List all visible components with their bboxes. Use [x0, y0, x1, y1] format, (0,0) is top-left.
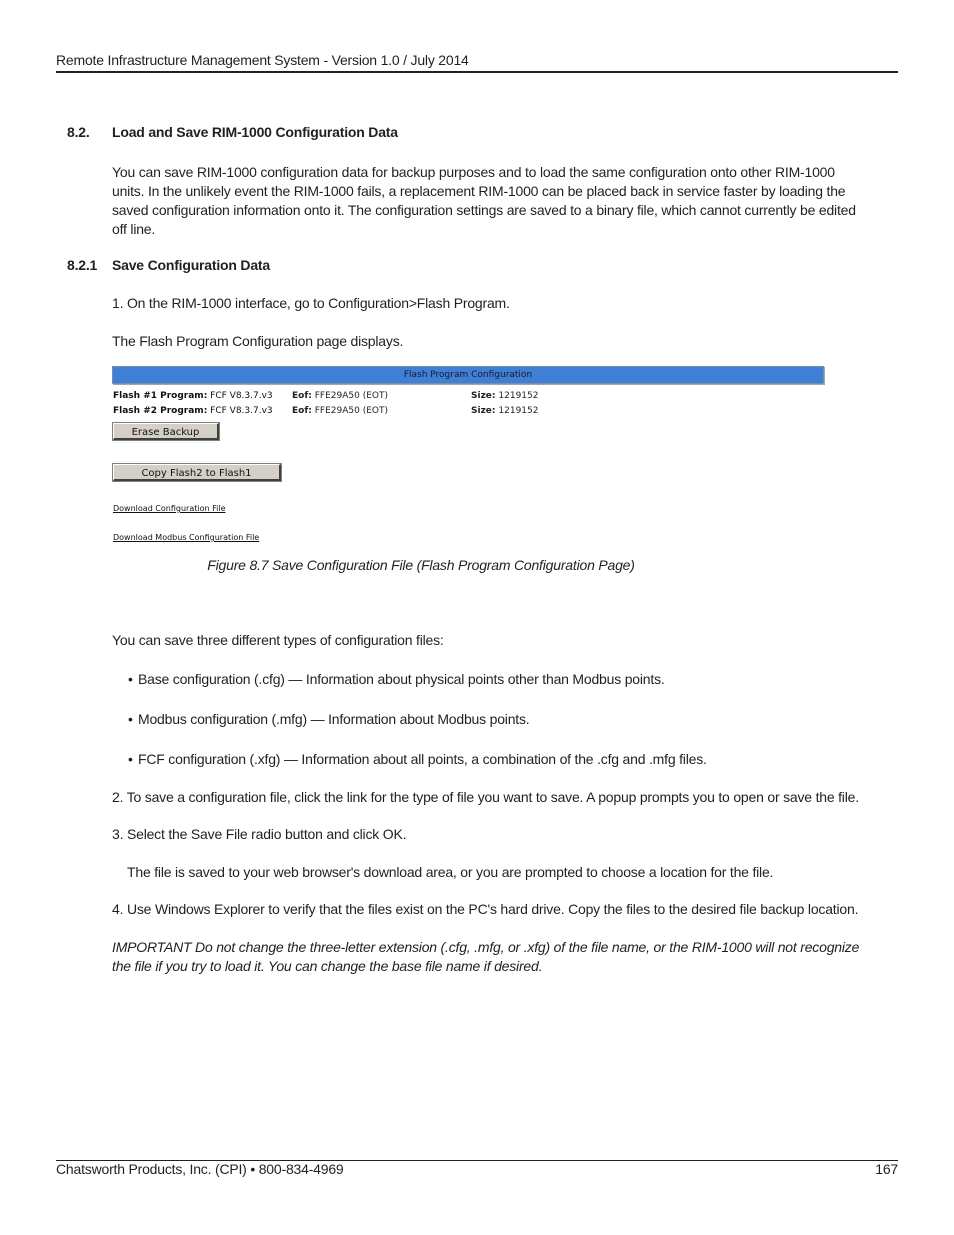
- step-1-result: The Flash Program Configuration page displays.: [112, 333, 404, 349]
- flash-1-size-label: Size:: [471, 391, 496, 401]
- bullet-cfg: [128, 671, 665, 687]
- section-intro: You can save RIM-1000 configuration data for backup purposes and to load the same configuration onto other RIM-1000 units. In the unlikely event the RIM-1000 fails, a replacement RIM-1000 can be placed back in service faster by loading the saved configuration information onto it. The configuration settings are saved to a binary file, which cannot currently be edited off line.: [112, 164, 856, 237]
- bullet-icon: •: [128, 671, 133, 687]
- bullet-xfg: [128, 751, 707, 767]
- flash-2-value: FCF V8.3.7.v3: [210, 406, 273, 416]
- flash-1-value: FCF V8.3.7.v3: [210, 391, 273, 401]
- section-number: 8.2.: [67, 124, 90, 140]
- step-3-result: The file is saved to your web browser's download area, or you are prompted to choose a location for the file.: [127, 864, 774, 880]
- flash-2-size-value: 1219152: [498, 406, 539, 416]
- important-note: IMPORTANT Do not change the three-letter extension (.cfg, .mfg, or .xfg) of the file name, or the RIM-1000 will not recognize the file if you try to load it. You can change the base file name if desired.: [112, 939, 860, 974]
- flash-2-size-label: Size:: [471, 406, 496, 416]
- bullet-mfg-text: Modbus configuration (.mfg) — Information about Modbus points.: [138, 711, 530, 727]
- download-modbus-configuration-file-link[interactable]: Download Modbus Configuration File: [113, 533, 260, 542]
- step-2: 2. To save a configuration file, click the link for the type of file you want to save. A popup prompts you to open or save the file.: [112, 789, 859, 805]
- running-header: Remote Infrastructure Management System - Version 1.0 / July 2014: [56, 52, 469, 68]
- subsection-number: 8.2.1: [67, 257, 98, 273]
- erase-backup-button[interactable]: Erase Backup: [113, 423, 219, 440]
- flash-1-eof-label: Eof:: [292, 391, 312, 401]
- step-4: 4. Use Windows Explorer to verify that the files exist on the PC's hard drive. Copy the files to the desired file backup location.: [112, 901, 859, 917]
- flash-2-eof-label: Eof:: [292, 406, 312, 416]
- file-types-intro: You can save three different types of configuration files:: [112, 632, 444, 648]
- header-rule: [56, 71, 898, 73]
- flash-program-screenshot: [112, 366, 826, 546]
- flash-1-size: [471, 391, 538, 401]
- flash-2-row: [113, 406, 273, 416]
- flash-1-label: Flash #1 Program:: [113, 391, 208, 401]
- flash-1-eof: [292, 391, 388, 401]
- figure-title-bar: Flash Program Configuration: [112, 366, 824, 384]
- figure-caption: Figure 8.7 Save Configuration File (Flash Program Configuration Page): [207, 557, 635, 573]
- section-title: Load and Save RIM-1000 Configuration Data: [112, 124, 398, 140]
- bullet-cfg-text: Base configuration (.cfg) — Information about physical points other than Modbus points.: [138, 671, 665, 687]
- bullet-icon: •: [128, 711, 133, 727]
- footer-company: Chatsworth Products, Inc. (CPI) • 800-834-4969: [56, 1161, 344, 1177]
- flash-1-row: [113, 391, 273, 401]
- bullet-xfg-text: FCF configuration (.xfg) — Information about all points, a combination of the .cfg and .mfg files.: [138, 751, 707, 767]
- flash-1-eof-value: FFE29A50 (EOT): [314, 391, 388, 401]
- figure-caption-wrap: [0, 557, 954, 573]
- copy-flash2-to-flash1-button[interactable]: Copy Flash2 to Flash1: [113, 464, 281, 481]
- flash-2-eof: [292, 406, 388, 416]
- download-configuration-file-link[interactable]: Download Configuration File: [113, 504, 226, 513]
- flash-2-eof-value: FFE29A50 (EOT): [314, 406, 388, 416]
- flash-1-size-value: 1219152: [498, 391, 539, 401]
- bullet-mfg: [128, 711, 529, 727]
- subsection-title: Save Configuration Data: [112, 257, 270, 273]
- step-1: 1. On the RIM-1000 interface, go to Configuration>Flash Program.: [112, 295, 510, 311]
- flash-2-label: Flash #2 Program:: [113, 406, 208, 416]
- step-3: 3. Select the Save File radio button and click OK.: [112, 826, 407, 842]
- flash-2-size: [471, 406, 538, 416]
- page-number: 167: [875, 1161, 898, 1177]
- bullet-icon: •: [128, 751, 133, 767]
